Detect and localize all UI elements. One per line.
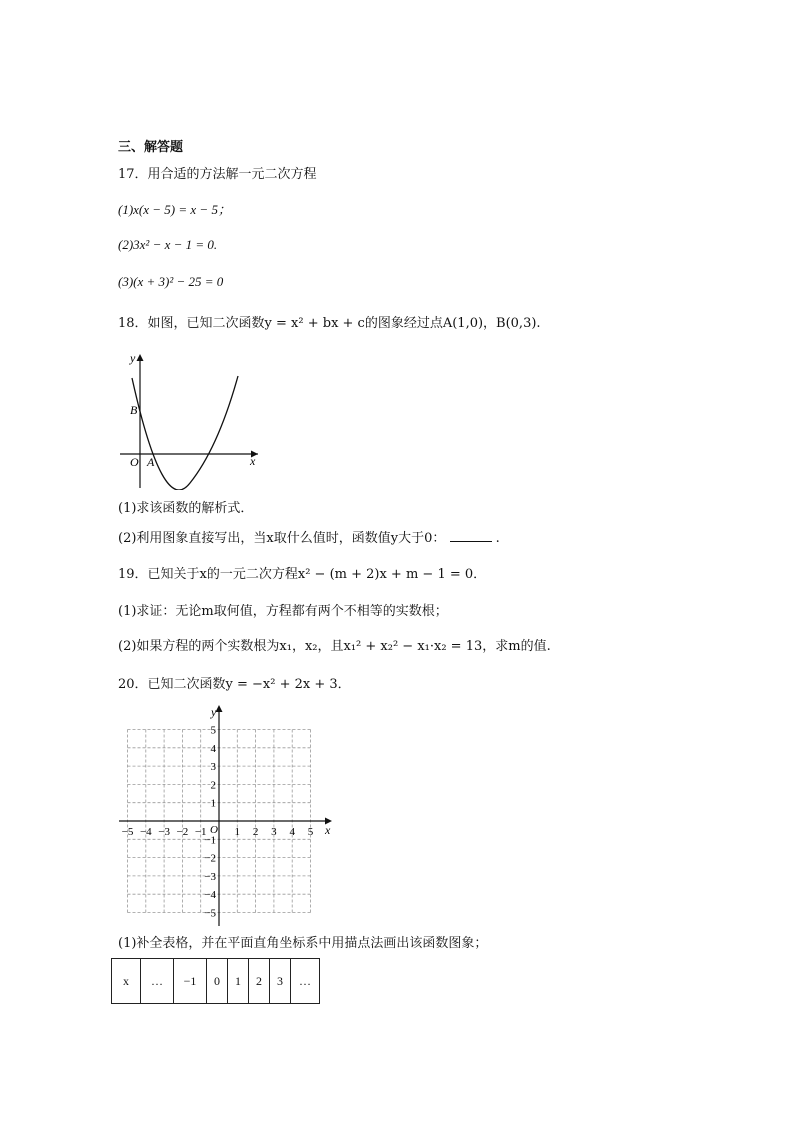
y-tick-label: −4 xyxy=(204,889,216,902)
q20-x-label: x xyxy=(325,823,331,837)
x-tick-label: 3 xyxy=(271,826,277,838)
x-tick-label: 4 xyxy=(289,826,295,838)
y-tick-label: 3 xyxy=(210,761,216,774)
table-row xyxy=(112,959,320,1004)
y-tick-label: 4 xyxy=(210,742,216,755)
table-cell: 2 xyxy=(249,959,270,1004)
q20-origin-label: O xyxy=(210,824,218,836)
q19-part2: (2)如果方程的两个实数根为x₁，x₂，且x₁² + x₂² − x₁·x₂ = 13，求m的值. xyxy=(118,639,551,654)
q20-y-label: y xyxy=(211,705,217,719)
q20-coordinate-grid xyxy=(115,700,340,928)
q18-part2-text: (2)利用图象直接写出，当x取什么值时，函数值y大于0： xyxy=(118,531,446,546)
section-title: 三、解答题 xyxy=(118,140,184,155)
q18-x-label: x xyxy=(250,454,256,468)
q18-stem: 18．如图，已知二次函数y = x² + bx + c的图象经过点A(1,0)，B(0,3). xyxy=(118,316,541,331)
q17-part3: (3)(x + 3)² − 25 = 0 xyxy=(118,274,224,289)
q18-part1: (1)求该函数的解析式． xyxy=(118,501,254,516)
y-tick-label: −2 xyxy=(204,852,216,865)
q17-stem: 17．用合适的方法解一元二次方程 xyxy=(118,167,317,182)
x-tick-label: −1 xyxy=(194,826,207,838)
q18-point-a-label: A xyxy=(147,455,155,469)
table-cell: −1 xyxy=(174,959,207,1004)
x-tick-label: 2 xyxy=(252,826,259,838)
y-tick-label: 5 xyxy=(210,724,216,737)
table-cell: x xyxy=(112,959,141,1004)
x-tick-label: −4 xyxy=(139,826,152,838)
q18-y-arrow xyxy=(137,354,144,361)
y-tick-label: −3 xyxy=(204,870,216,883)
q20-stem: 20．已知二次函数y = −x² + 2x + 3． xyxy=(118,677,351,692)
q18-origin-label: O xyxy=(130,455,139,469)
table-cell: 0 xyxy=(207,959,228,1004)
x-tick-label: −2 xyxy=(176,826,189,838)
q18-answer-blank[interactable] xyxy=(450,529,492,542)
q18-parabola-figure xyxy=(116,348,266,490)
table-cell: … xyxy=(141,959,174,1004)
y-tick-label: 1 xyxy=(210,797,216,810)
q20-value-table xyxy=(111,958,320,1004)
y-tick-label: −5 xyxy=(204,907,216,920)
q20-tick-labels xyxy=(122,725,314,920)
y-tick-label: 2 xyxy=(210,779,216,792)
q17-part1: (1)x(x − 5) = x − 5； xyxy=(118,202,231,217)
x-tick-label: 1 xyxy=(234,826,241,838)
q19-part1: (1)求证：无论m取何值，方程都有两个不相等的实数根； xyxy=(118,604,448,619)
q18-point-b-label: B xyxy=(130,403,138,417)
table-cell: … xyxy=(291,959,320,1004)
q17-part2: (2)3x² − x − 1 = 0. xyxy=(118,237,218,252)
q20-part1: (1)补全表格，并在平面直角坐标系中用描点法画出该函数图象； xyxy=(118,936,488,951)
table-cell: 1 xyxy=(228,959,249,1004)
x-tick-label: −3 xyxy=(158,826,170,838)
y-tick-label: −1 xyxy=(204,834,216,847)
q18-part2-end: . xyxy=(495,531,500,546)
x-tick-label: 5 xyxy=(307,826,314,838)
x-tick-label: −5 xyxy=(121,826,134,838)
q20-y-arrow xyxy=(216,705,223,712)
q18-part2 xyxy=(118,529,500,548)
q18-y-label: y xyxy=(130,351,136,365)
table-cell: 3 xyxy=(270,959,291,1004)
q19-stem: 19．已知关于x的一元二次方程x² − (m + 2)x + m − 1 = 0． xyxy=(118,567,487,582)
q18-parabola-curve xyxy=(132,376,238,490)
